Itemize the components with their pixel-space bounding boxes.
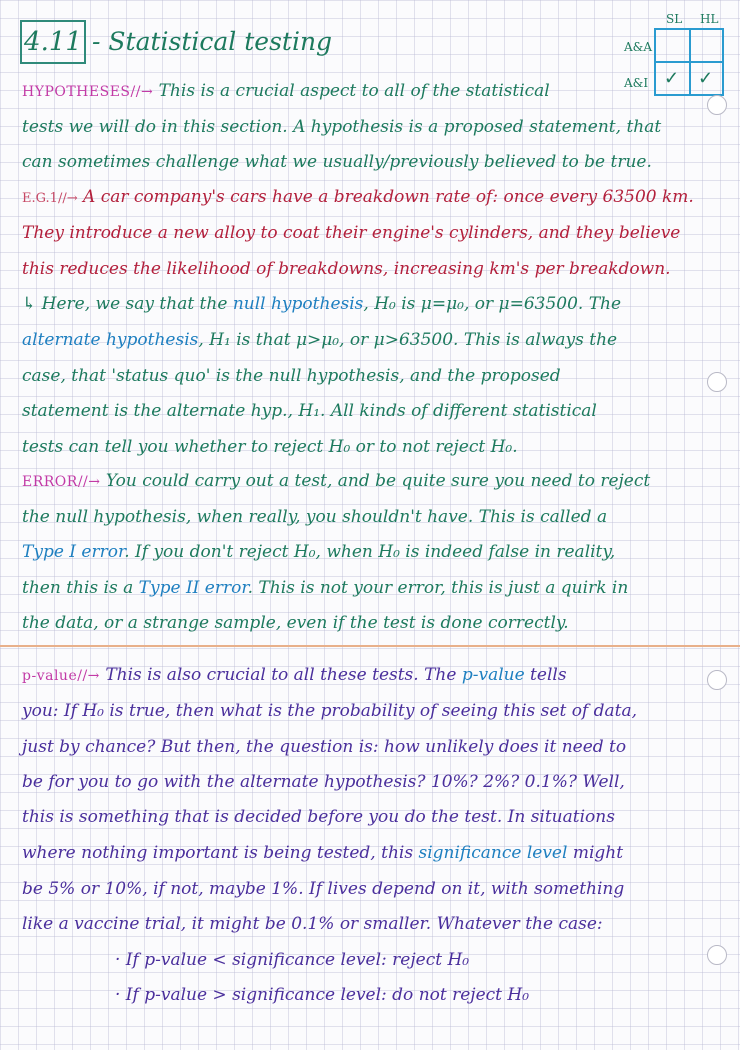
grid-row-label-ai: A&I [624,76,649,90]
example-label: E.G.1//→ [22,191,78,206]
note-text: . This is not your error, this is just a quirk in [247,578,629,598]
error-line-3 [22,541,722,563]
p-value-term: p-value [461,665,525,685]
note-text: then this is a [22,578,139,598]
significance-level-term: significance level [418,843,568,863]
p-value-line-5: this is something that is decided before you do the test. In situations [22,807,615,827]
note-text: , H₁ is that μ>μ₀, or μ>63500. This is always the [198,330,618,350]
type-2-error-term: Type II error [138,578,248,598]
p-value-line-1 [22,664,722,687]
grid-col-label-sl: SL [666,12,683,26]
binder-hole [707,95,727,115]
p-value-line-7: be 5% or 10%, if not, maybe 1%. If lives depend on it, with something [22,879,625,899]
p-value-label: p-value//→ [22,668,100,684]
null-hypothesis-term: null hypothesis [232,294,364,314]
hypotheses-line-2: tests we will do in this section. A hypothesis is a proposed statement, that [22,117,662,137]
error-line-5: the data, or a strange sample, even if the test is done correctly. [22,613,569,633]
alternate-line-5: tests can tell you whether to reject H₀ or to not reject H₀. [22,437,518,457]
alternate-hypothesis-term: alternate hypothesis [22,330,199,350]
note-text: This is also crucial to all these tests. The [105,665,462,685]
note-text: A car company's cars have a breakdown rate of: once every 63500 km. [83,187,694,207]
hypotheses-line-1 [22,80,722,103]
note-text: tells [524,665,567,685]
check-icon: ✓ [698,68,714,89]
rule-bullet-not-reject: · If p-value > significance level: do not reject H₀ [115,985,530,1005]
alternate-line-3: case, that 'status quo' is the null hypothesis, and the proposed [22,366,561,386]
p-value-line-3: just by chance? But then, the question is: how unlikely does it need to [22,737,627,757]
note-text: where nothing important is being tested, this [22,843,419,863]
section-number: 4.11 [24,27,82,57]
binder-hole [707,372,727,392]
p-value-line-8: like a vaccine trial, it might be 0.1% or smaller. Whatever the case: [22,914,603,934]
check-icon: ✓ [664,68,680,89]
note-text: This is a crucial aspect to all of the statistical [158,81,550,101]
type-1-error-term: Type I error [22,542,125,562]
grid-col-label-hl: HL [700,12,719,26]
hypotheses-label: HYPOTHESES//→ [22,84,154,100]
error-line-2: the null hypothesis, when really, you shouldn't have. This is called a [22,507,608,527]
note-text: You could carry out a test, and be quite sure you need to reject [105,471,651,491]
alternate-hypothesis-line [22,329,722,351]
p-value-line-6 [22,842,722,864]
hypotheses-line-3: can sometimes challenge what we usually/previously believed to be true. [22,152,652,172]
example-line-1 [22,186,722,210]
grid-divider [656,61,722,63]
section-number-box [20,20,86,64]
note-text: . If you don't reject H₀, when H₀ is indeed false in reality, [124,542,616,562]
grid-row-label-aa: A&A [624,40,653,54]
rule-bullet-reject: · If p-value < significance level: reject H₀ [115,950,470,970]
binder-hole [707,945,727,965]
p-value-line-4: be for you to go with the alternate hypothesis? 10%? 2%? 0.1%? Well, [22,772,625,792]
page-title: - Statistical testing [92,27,333,56]
note-text: ↳ Here, we say that the [22,294,233,314]
note-text: might [567,843,624,863]
p-value-line-2: you: If H₀ is true, then what is the probability of seeing this set of data, [22,701,638,721]
error-line-4 [22,577,722,599]
binder-hole [707,670,727,690]
note-text: , H₀ is μ=μ₀, or μ=63500. The [363,294,622,314]
error-label: ERROR//→ [22,474,101,490]
null-hypothesis-line [22,293,722,315]
alternate-line-4: statement is the alternate hyp., H₁. All kinds of different statistical [22,401,597,421]
example-line-3: this reduces the likelihood of breakdowns, increasing km's per breakdown. [22,259,671,279]
error-line-1 [22,470,722,493]
section-divider [0,645,740,647]
example-line-2: They introduce a new alloy to coat their engine's cylinders, and they believe [22,223,681,243]
